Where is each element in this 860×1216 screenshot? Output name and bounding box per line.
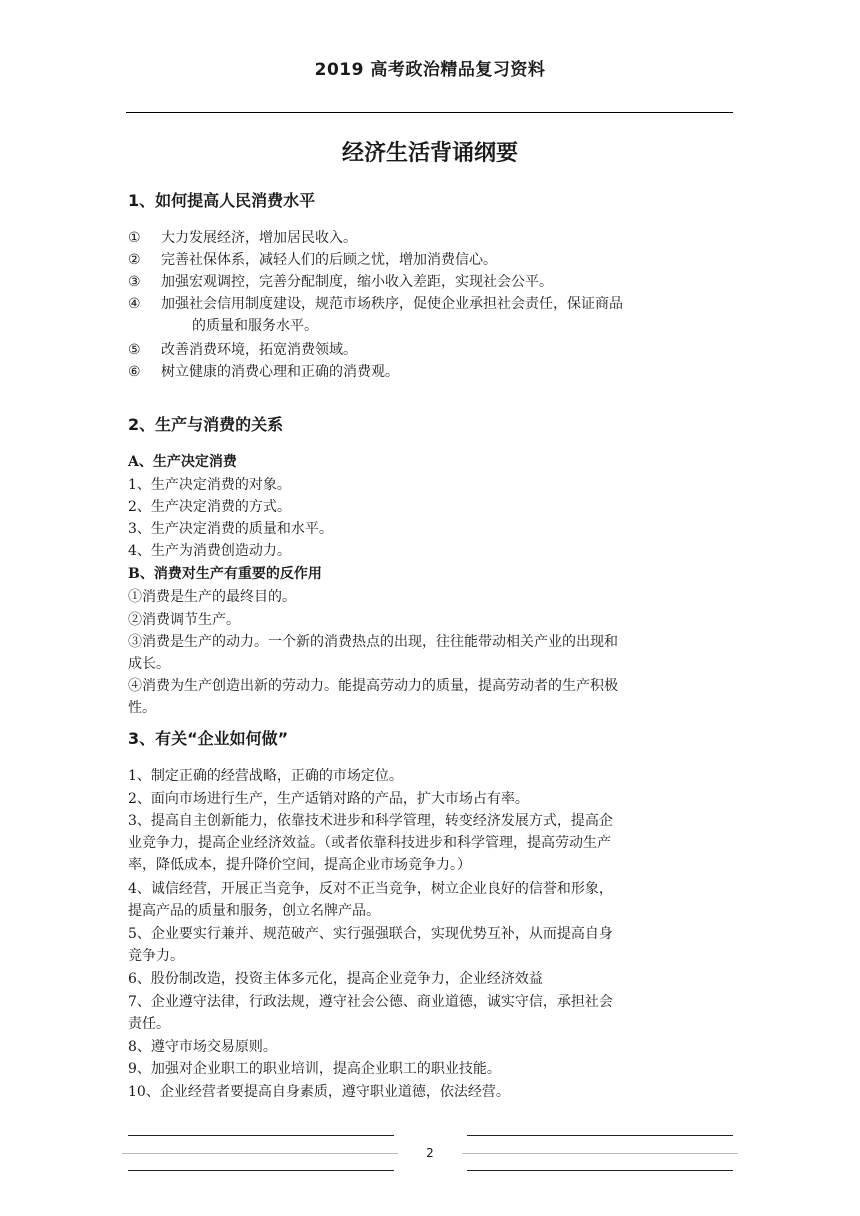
section3-line: 2、面向市场进行生产，生产适销对路的产品，扩大市场占有率。 <box>128 791 529 807</box>
item-number: ① <box>128 230 141 246</box>
footer-rule-left-bottom <box>128 1170 394 1171</box>
section2-subheading-b: B、消费对生产有重要的反作用 <box>128 566 322 582</box>
item-number: ② <box>128 252 141 268</box>
section3-line: 7、企业遵守法律，行政法规，遵守社会公德、商业道德，诚实守信，承担社会 <box>128 994 613 1010</box>
footer-rule-left-top <box>128 1135 394 1136</box>
item-text: 树立健康的消费心理和正确的消费观。 <box>161 364 399 380</box>
item-text: 完善社保体系，减轻人们的后顾之忧，增加消费信心。 <box>161 252 497 268</box>
section1-item <box>128 227 357 249</box>
item-number: ⑥ <box>128 364 141 380</box>
item-text: 大力发展经济，增加居民收入。 <box>161 230 357 246</box>
section1-item-continuation: 的质量和服务水平。 <box>192 318 318 334</box>
section2-b-line: ④消费为生产创造出新的劳动力。能提高劳动力的质量，提高劳动者的生产积极 <box>128 678 618 694</box>
section3-line: 提高产品的质量和服务，创立名牌产品。 <box>128 903 380 919</box>
section3-line: 3、提高自主创新能力，依靠技术进步和科学管理，转变经济发展方式，提高企 <box>128 813 613 829</box>
section3-line: 9、加强对企业职工的职业培训，提高企业职工的职业技能。 <box>128 1061 501 1077</box>
document-title: 经济生活背诵纲要 <box>341 141 518 166</box>
section1-item <box>128 339 357 361</box>
section2-a-item: 2、生产决定消费的方式。 <box>128 499 291 515</box>
section2-a-item: 1、生产决定消费的对象。 <box>128 477 291 493</box>
footer-rule-right-bottom <box>467 1170 733 1171</box>
item-number: ⑤ <box>128 342 141 358</box>
section1-heading: 1、如何提高人民消费水平 <box>128 191 316 210</box>
section3-line: 4、诚信经营，开展正当竞争，反对不正当竞争，树立企业良好的信誉和形象， <box>128 881 613 897</box>
footer-rule-right-top <box>467 1135 733 1136</box>
section2-a-item: 4、生产为消费创造动力。 <box>128 543 291 559</box>
section3-line: 业竞争力，提高企业经济效益。（或者依靠科技进步和科学管理，提高劳动生产 <box>128 835 611 851</box>
section2-b-line: ③消费是生产的动力。一个新的消费热点的出现，往往能带动相关产业的出现和 <box>128 634 618 650</box>
section3-line: 1、制定正确的经营战略，正确的市场定位。 <box>128 768 403 784</box>
section1-item <box>128 249 497 271</box>
page-header-title: 2019 高考政治精品复习资料 <box>314 60 546 80</box>
section3-line: 5、企业要实行兼并、规范破产、实行强强联合，实现优势互补，从而提高自身 <box>128 926 613 942</box>
header-divider <box>126 112 733 113</box>
section2-heading: 2、生产与消费的关系 <box>128 415 284 434</box>
item-number: ③ <box>128 274 141 290</box>
section3-line: 竞争力。 <box>128 948 184 964</box>
section2-b-line: 性。 <box>128 700 156 716</box>
section3-heading: 3、有关“企业如何做” <box>128 729 289 748</box>
section3-line: 8、遵守市场交易原则。 <box>128 1039 277 1055</box>
section3-line: 6、股份制改造，投资主体多元化，提高企业竞争力，企业经济效益 <box>128 971 543 987</box>
section2-b-line: ②消费调节生产。 <box>128 612 240 628</box>
section3-line: 责任。 <box>128 1016 170 1032</box>
item-text: 加强社会信用制度建设，规范市场秩序，促使企业承担社会责任，保证商品 <box>161 296 623 312</box>
item-text: 改善消费环境，拓宽消费领域。 <box>161 342 357 358</box>
section2-a-item: 3、生产决定消费的质量和水平。 <box>128 521 333 537</box>
section1-item <box>128 361 399 383</box>
section2-b-line: 成长。 <box>128 656 170 672</box>
section2-subheading-a: A、生产决定消费 <box>128 454 237 470</box>
section3-line: 率，降低成本，提升降价空间，提高企业市场竞争力。） <box>128 857 471 873</box>
section1-item <box>128 271 553 293</box>
section2-b-line: ①消费是生产的最终目的。 <box>128 589 296 605</box>
section1-item <box>128 293 623 315</box>
item-text: 加强宏观调控，完善分配制度，缩小收入差距，实现社会公平。 <box>161 274 553 290</box>
page-number: 2 <box>426 1146 434 1160</box>
section3-line: 10、企业经营者要提高自身素质，遵守职业道德，依法经营。 <box>128 1084 510 1100</box>
item-number: ④ <box>128 296 141 312</box>
